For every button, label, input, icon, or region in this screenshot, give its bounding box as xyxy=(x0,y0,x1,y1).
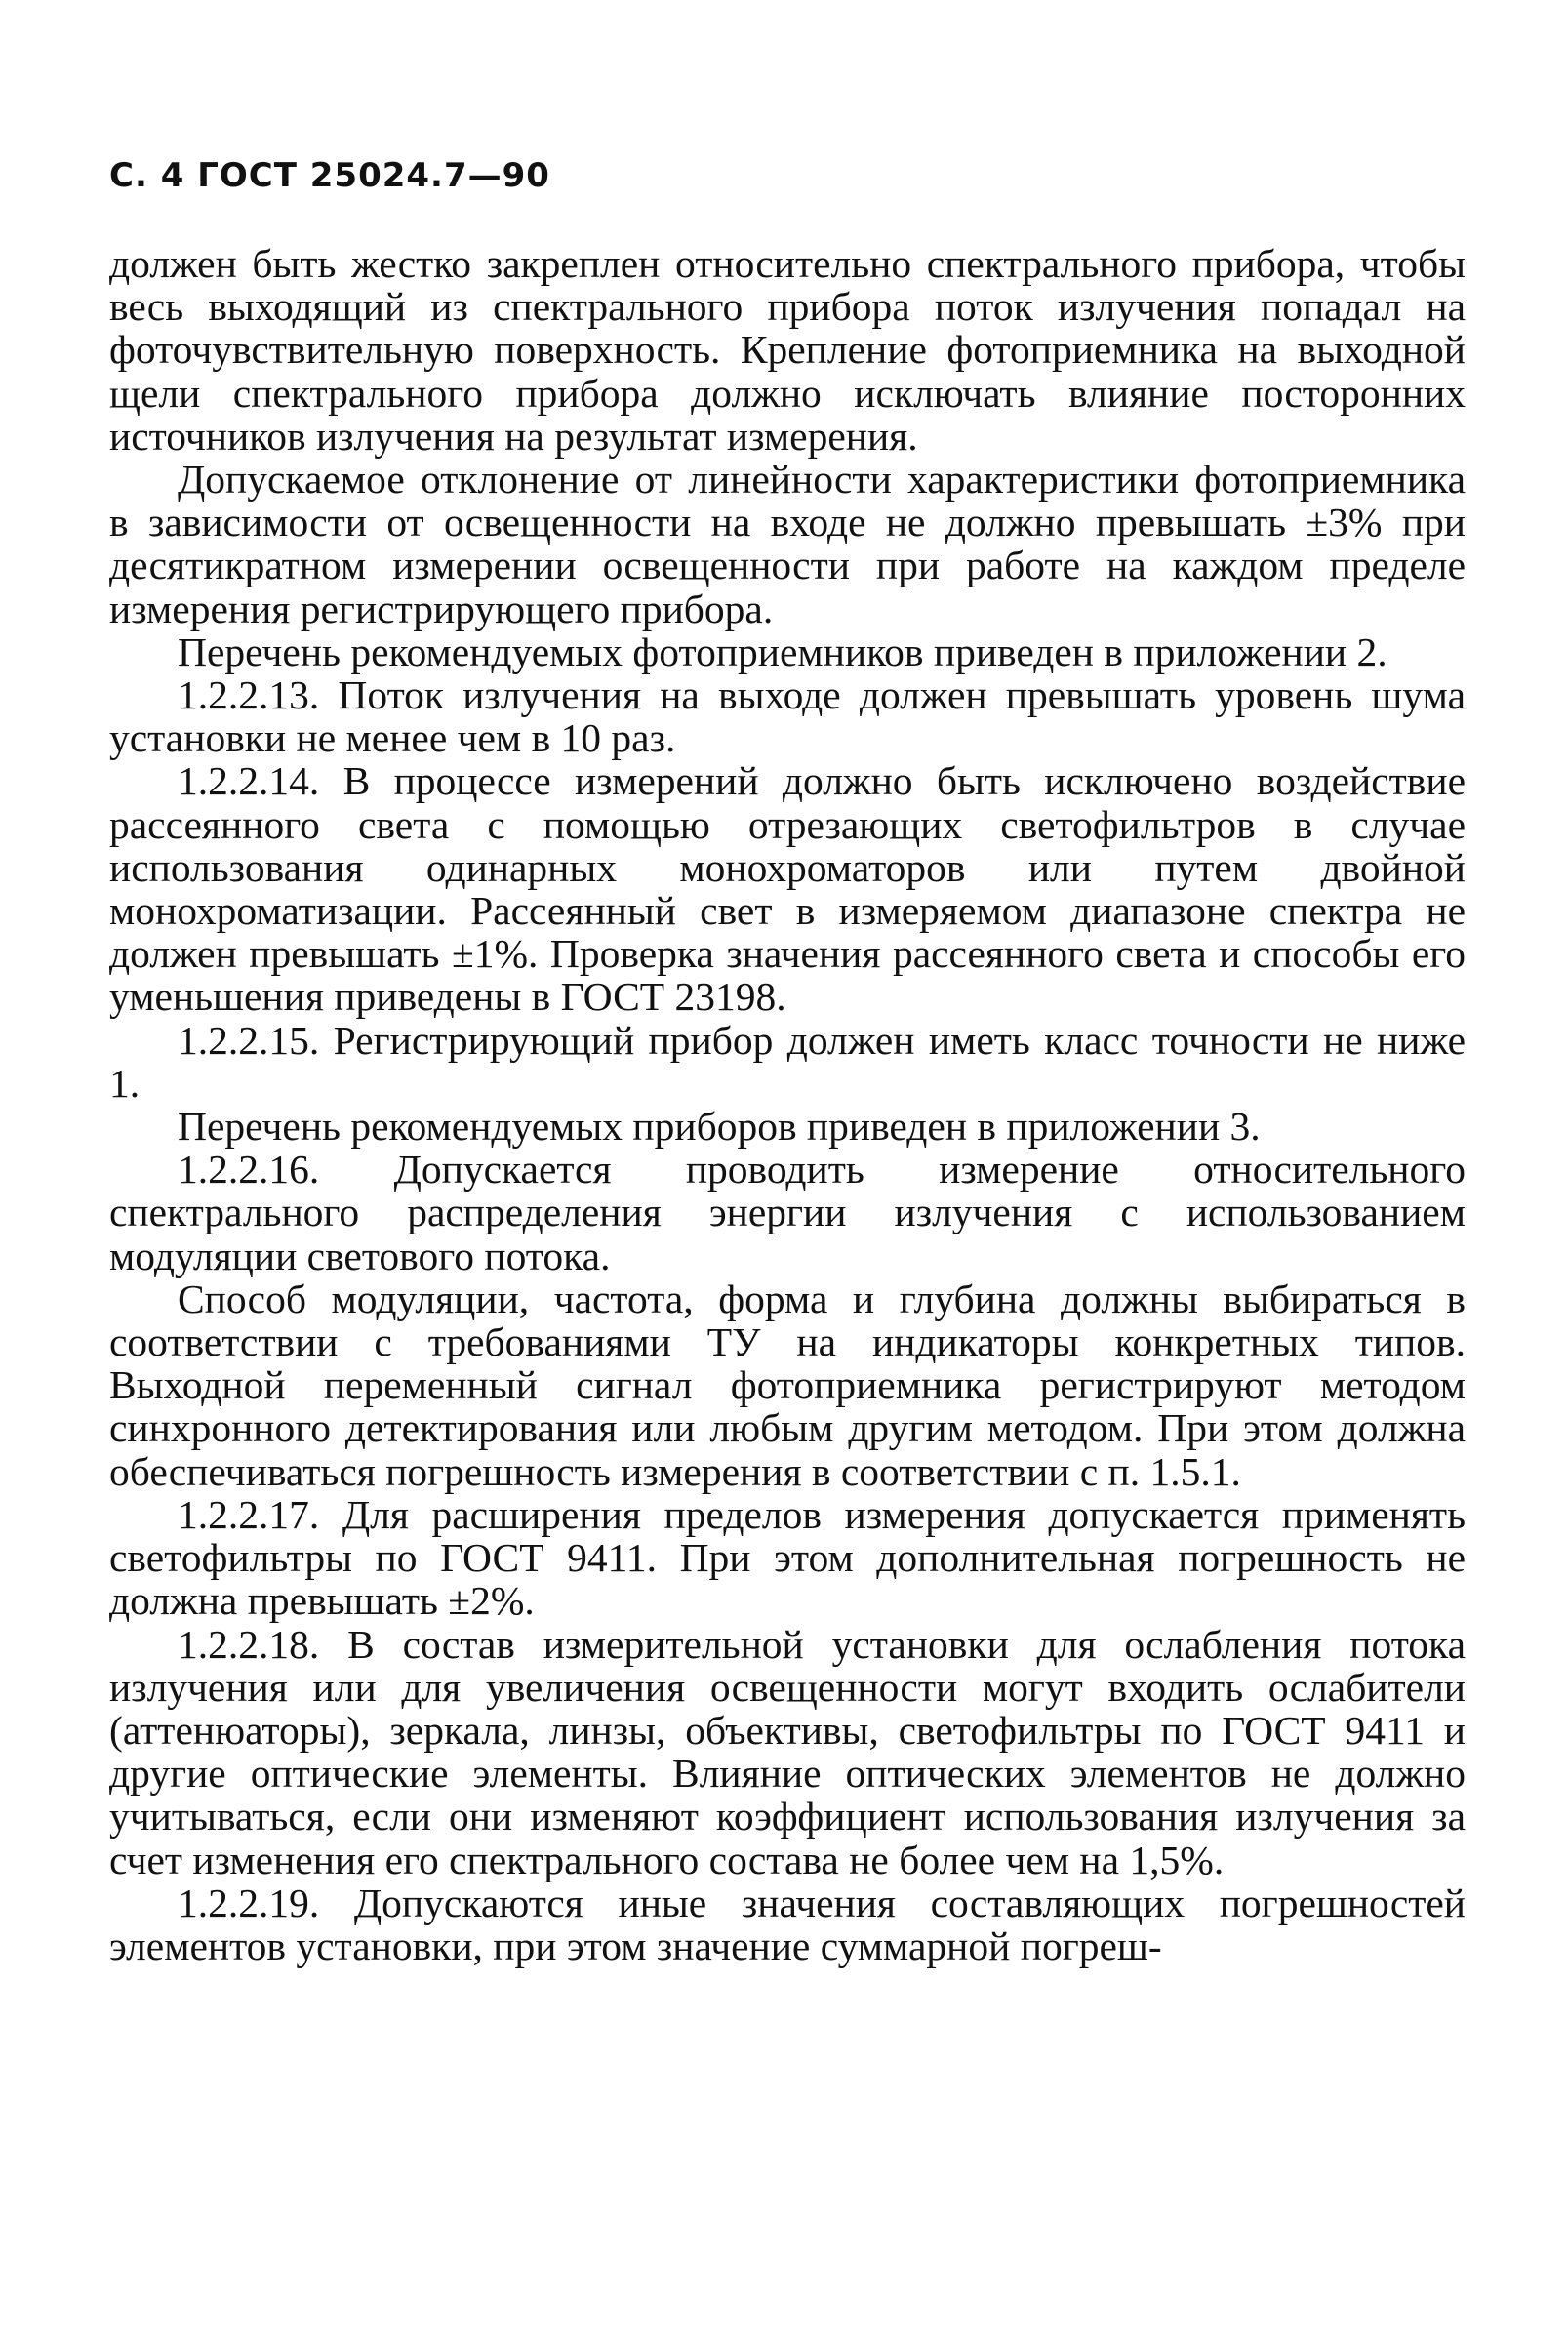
paragraph-continuation: должен быть жестко закреплен относительно спектрального прибора, чтобы весь выходящий из спектрального прибора поток излучения попадал на фоточувствительную поверхность. Крепление фотоприемника на выходной щели спектрального прибора должно исключать влияние посторонних источников излучения на результат измерения. xyxy=(109,241,1466,459)
paragraph-1-2-2-19: 1.2.2.19. Допускаются иные значения составляющих погрешностей элементов установки, при этом значение суммарной погреш- xyxy=(109,1880,1466,1968)
paragraph-1-2-2-17: 1.2.2.17. Для расширения пределов измерения допускается применять светофильтры по ГОСТ 9411. При этом дополнительная погрешность не должна превышать ±2%. xyxy=(109,1491,1466,1624)
paragraph-1-2-2-13: 1.2.2.13. Поток излучения на выходе должен превышать уровень шума установки не менее чем в 10 раз. xyxy=(109,672,1466,761)
paragraph-1-2-2-16: 1.2.2.16. Допускается проводить измерение относительного спектрального распределения энергии излучения с использованием модуляции светового потока. xyxy=(109,1147,1466,1278)
paragraph-instruments-list: Перечень рекомендуемых приборов приведен в приложении 3. xyxy=(178,1104,1261,1150)
paragraph-1-2-2-14: 1.2.2.14. В процессе измерений должно быть исключено воздействие рассеянного света с помощью отрезающих светофильтров в случае использования одинарных монохроматоров или путем двойной монохроматизации. Рассеянный свет в измеряемом диапазоне спектра не должен превышать ±1%. Проверка значения рассеянного света и способы его уменьшения приведены в ГОСТ 23198. xyxy=(109,758,1466,1020)
paragraph-1-2-2-18: 1.2.2.18. В состав измерительной установки для ослабления потока излучения или для увеличения освещенности могут входить ослабители (аттенюаторы), зеркала, линзы, объективы, светофильтры по ГОСТ 9411 и другие оптические элементы. Влияние оптических элементов не должно учитываться, если они изменяют коэффициент использования излучения за счет изменения его спектрального состава не более чем на 1,5%. xyxy=(109,1621,1466,1882)
page-header: С. 4 ГОСТ 25024.7—90 xyxy=(109,156,550,195)
paragraph-linearity: Допускаемое отклонение от линейности характеристики фотоприемника в зависимости от освещенности на входе не должно превышать ±3% при десятикратном измерении освещенности при работе на каждом пределе измерения регистрирующего прибора. xyxy=(109,457,1466,631)
paragraph-modulation: Способ модуляции, частота, форма и глубина должны выбираться в соответствии с требованиями ТУ на индикаторы конкретных типов. Выходной переменный сигнал фотоприемника регистрируют методом синхронного детектирования или любым другим методом. При этом должна обеспечиваться погрешность измерения в соответствии с п. 1.5.1. xyxy=(109,1275,1466,1494)
paragraph-1-2-2-15: 1.2.2.15. Регистрирующий прибор должен иметь класс точности не ниже 1. xyxy=(109,1017,1466,1106)
paragraph-photodetectors-list: Перечень рекомендуемых фотоприемников приведен в приложении 2. xyxy=(178,628,1387,674)
document-body xyxy=(109,242,1466,1967)
